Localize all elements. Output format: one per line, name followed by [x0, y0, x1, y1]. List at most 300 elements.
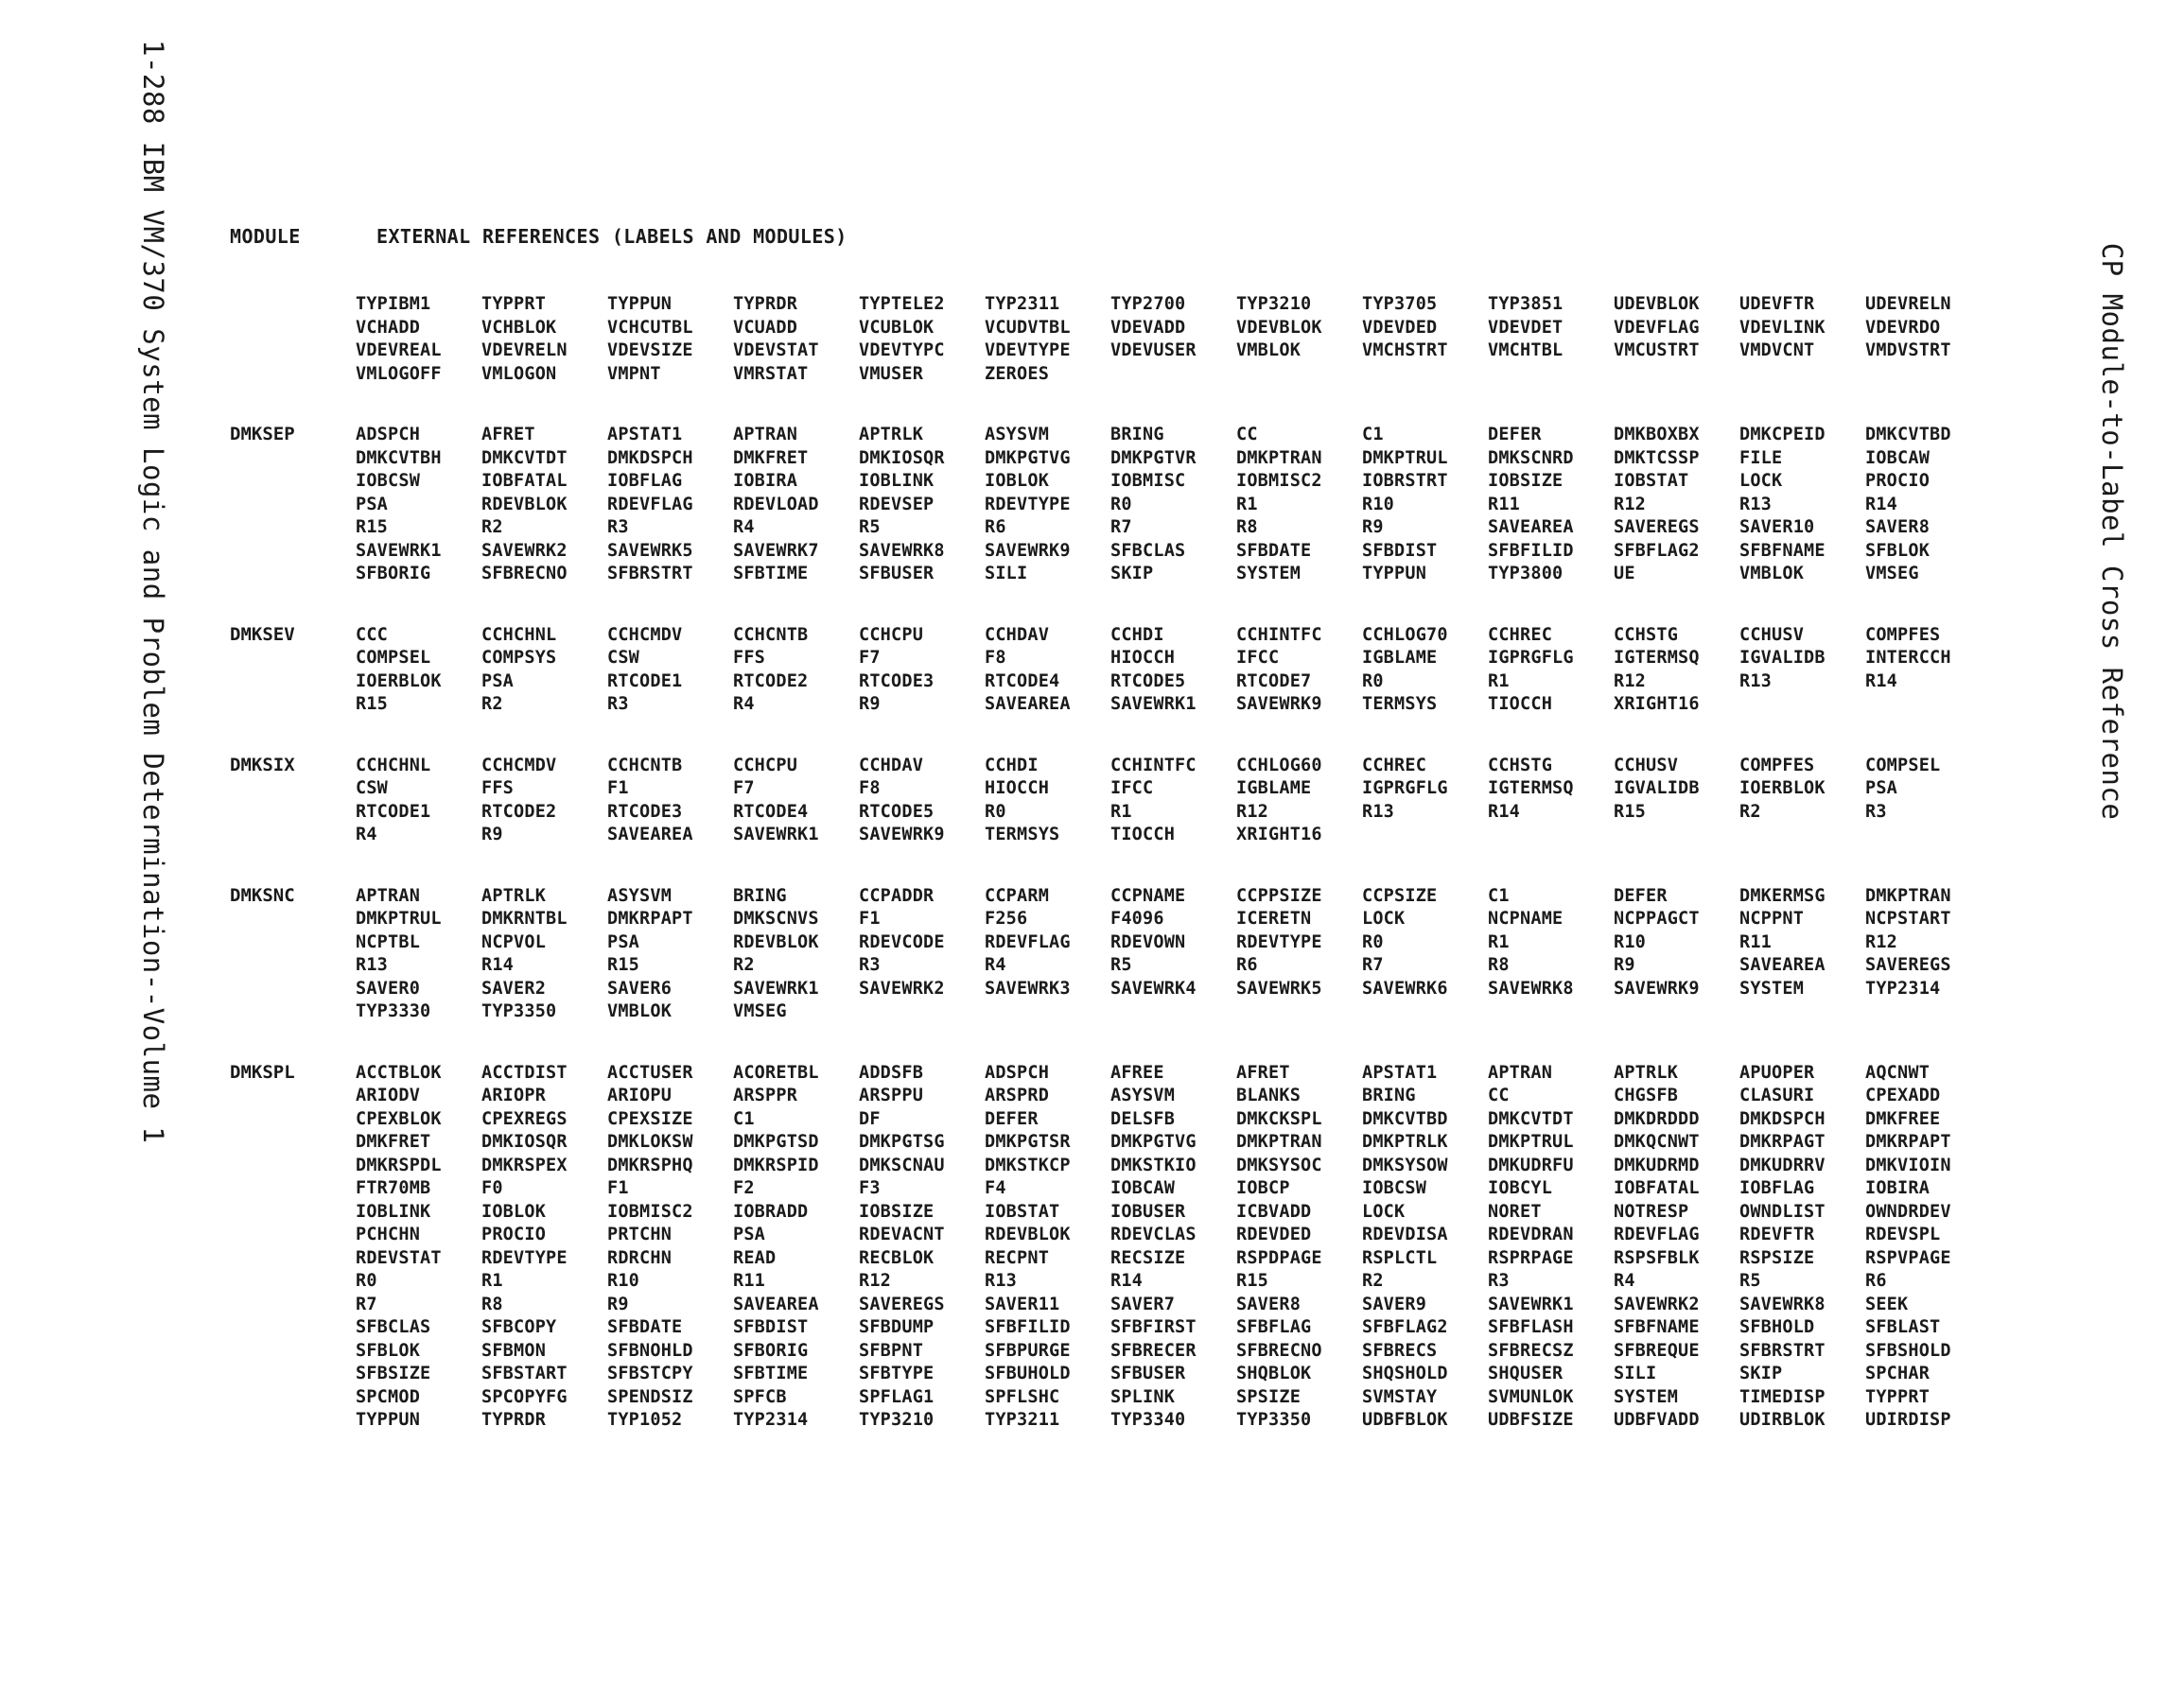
reference-label: SFBCLAS: [1110, 540, 1186, 561]
reference-label: SFBRECNO: [481, 564, 568, 583]
reference-row: [356, 1270, 1999, 1294]
reference-label: SAVEAREA: [607, 825, 693, 844]
reference-label: SAVEAREA: [1739, 955, 1826, 975]
reference-label: IGVALIDB: [1614, 778, 1700, 798]
reference-label: SAVER8: [1865, 517, 1931, 537]
reference-label: RTCODE4: [985, 670, 1060, 691]
reference-row: [356, 1247, 1999, 1271]
reference-row: [356, 755, 1999, 778]
reference-label: DMKSCNRD: [1488, 447, 1574, 468]
reference-label: SFBCLAS: [356, 1317, 431, 1337]
reference-label: SYSTEM: [1614, 1386, 1679, 1407]
reference-label: DMKQCNWT: [1614, 1132, 1700, 1152]
reference-label: RTCODE5: [859, 801, 935, 822]
reference-label: SAVEWRK1: [733, 978, 819, 999]
reference-label: TYP3800: [1488, 564, 1564, 583]
reference-label: F3: [859, 1178, 881, 1198]
reference-label: CHGSFB: [1614, 1086, 1679, 1105]
reference-label: R10: [607, 1271, 640, 1291]
reference-label: RDEVACNT: [859, 1225, 945, 1244]
reference-label: VCHCUTBL: [607, 317, 693, 338]
reference-label: IOBUSER: [1110, 1201, 1186, 1222]
reference-label: RTCODE3: [607, 801, 683, 822]
reference-label: LOCK: [1362, 909, 1406, 929]
reference-label: RTCODE1: [607, 670, 683, 691]
reference-label: IOBRADD: [733, 1201, 809, 1222]
reference-label: RDEVBLOK: [985, 1225, 1071, 1244]
reference-label: BRING: [1110, 425, 1164, 444]
reference-label: DMKCVTDT: [481, 447, 568, 468]
reference-label: IOERBLOK: [356, 670, 442, 691]
reference-label: CCHCHNL: [356, 755, 431, 775]
reference-label: R6: [1865, 1271, 1887, 1291]
reference-label: IGBLAME: [1362, 648, 1438, 668]
reference-label: VCHBLOK: [481, 317, 557, 338]
reference-label: SAVEWRK9: [1236, 694, 1322, 714]
reference-label: IOBCP: [1236, 1178, 1290, 1198]
reference-label: RDEVFLAG: [1614, 1225, 1700, 1244]
reference-row: [356, 1224, 1999, 1247]
reference-label: R0: [356, 1271, 377, 1291]
reference-label: TYP3210: [859, 1410, 935, 1430]
reference-label: SAVEWRK2: [859, 978, 945, 999]
reference-label: IOBSTAT: [985, 1201, 1060, 1222]
reference-label: SFBTIME: [733, 564, 809, 583]
reference-label: TYP3705: [1362, 294, 1438, 314]
reference-label: VMDVSTRT: [1865, 340, 1951, 360]
reference-label: ADSPCH: [356, 425, 421, 444]
reference-label: SFBSIZE: [356, 1364, 431, 1383]
reference-label: DMKSCNAU: [859, 1155, 945, 1175]
reference-label: SFBDATE: [607, 1317, 683, 1337]
module-block: [230, 755, 1999, 847]
reference-label: SKIP: [1110, 564, 1154, 583]
reference-label: READ: [733, 1247, 777, 1268]
reference-label: SFBUHOLD: [985, 1364, 1071, 1383]
reference-label: F0: [481, 1178, 503, 1198]
reference-row: [356, 540, 1999, 564]
reference-label: CCHSTG: [1488, 755, 1553, 775]
reference-label: VMRSTAT: [733, 363, 809, 384]
reference-label: SFBUSER: [1110, 1364, 1186, 1383]
reference-label: SAVEWRK4: [1110, 978, 1197, 999]
reference-label: IOERBLOK: [1739, 778, 1826, 798]
reference-label: SAVEWRK2: [1614, 1294, 1700, 1314]
reference-label: COMPSYS: [481, 648, 557, 668]
reference-label: VDEVSTAT: [733, 340, 819, 360]
reference-label: UDEVRELN: [1865, 294, 1951, 314]
reference-label: C1: [1362, 425, 1384, 444]
reference-label: R10: [1362, 494, 1395, 514]
reference-label: SAVEAREA: [985, 694, 1071, 714]
reference-label: SFBRSTRT: [1739, 1340, 1826, 1361]
reference-label: RDEVCLAS: [1110, 1225, 1197, 1244]
reference-label: RDEVSEP: [859, 494, 935, 514]
reference-row: [356, 1316, 1999, 1340]
reference-label: R4: [1614, 1271, 1635, 1291]
reference-label: DMKTCSSP: [1614, 447, 1700, 468]
reference-label: APSTAT1: [1362, 1062, 1438, 1083]
reference-label: R9: [607, 1294, 629, 1314]
reference-label: F2: [733, 1178, 755, 1198]
reference-label: R8: [1236, 517, 1258, 537]
reference-label: ACCTUSER: [607, 1062, 693, 1083]
reference-label: UDBFVADD: [1614, 1410, 1700, 1430]
reference-label: VDEVTYPC: [859, 340, 945, 360]
reference-label: SAVER0: [356, 978, 421, 999]
reference-label: SFBTYPE: [859, 1364, 935, 1383]
reference-label: SAVER9: [1362, 1294, 1427, 1314]
reference-label: F4: [985, 1178, 1006, 1198]
reference-label: CCHREC: [1488, 624, 1553, 645]
reference-label: RDEVTYPE: [1236, 931, 1322, 952]
reference-row: [356, 1177, 1999, 1201]
reference-label: VMLOGOFF: [356, 363, 442, 384]
reference-label: VMBLOK: [1236, 340, 1302, 360]
reference-label: R1: [1110, 801, 1132, 822]
reference-row: [356, 339, 1999, 363]
reference-row: [356, 954, 1999, 978]
reference-label: SFBFIRST: [1110, 1317, 1197, 1337]
reference-label: ACORETBL: [733, 1062, 819, 1083]
reference-label: ICERETN: [1236, 909, 1312, 929]
reference-label: SHQSHOLD: [1362, 1364, 1448, 1383]
reference-label: SFBDATE: [1236, 540, 1312, 561]
reference-label: DMKRPAGT: [1739, 1132, 1826, 1152]
reference-row: [356, 801, 1999, 825]
reference-label: CCHCNTB: [733, 624, 809, 645]
reference-label: DMKDRDDD: [1614, 1108, 1700, 1129]
reference-label: R13: [1362, 801, 1395, 822]
reference-label: R5: [1110, 955, 1132, 975]
reference-label: DMKRSPID: [733, 1155, 819, 1175]
reference-label: DMKRSPEX: [481, 1155, 568, 1175]
reference-label: DMKPGTVG: [985, 447, 1071, 468]
reference-label: IOBFLAG: [1739, 1178, 1815, 1198]
reference-label: RTCODE1: [356, 801, 431, 822]
reference-label: LOCK: [1362, 1201, 1406, 1222]
reference-label: VDEVSIZE: [607, 340, 693, 360]
reference-row: [356, 1363, 1999, 1386]
reference-label: R13: [1739, 494, 1773, 514]
reference-label: SFBFNAME: [1739, 540, 1826, 561]
module-name: DMKSEP: [230, 424, 295, 444]
reference-label: R4: [356, 825, 377, 844]
reference-label: CCHLOG60: [1236, 755, 1322, 775]
reference-label: VDEVUSER: [1110, 340, 1197, 360]
reference-label: AFRET: [481, 425, 535, 444]
reference-label: SFBPNT: [859, 1340, 924, 1361]
reference-label: HIOCCH: [985, 778, 1050, 798]
reference-label: SFBRSTRT: [607, 564, 693, 583]
module-block: [230, 1062, 1999, 1433]
reference-row: [356, 824, 1999, 847]
reference-label: VMCHTBL: [1488, 340, 1564, 360]
reference-label: CSW: [607, 648, 640, 668]
reference-label: SFBFILID: [1488, 540, 1574, 561]
reference-label: IOBSTAT: [1614, 471, 1689, 491]
reference-label: ZEROES: [985, 363, 1050, 384]
reference-row: [356, 931, 1999, 955]
reference-label: SFBREQUE: [1614, 1340, 1700, 1361]
reference-label: VDEVFLAG: [1614, 317, 1700, 338]
reference-row: [356, 777, 1999, 801]
reference-label: SYSTEM: [1236, 564, 1302, 583]
reference-label: SAVER11: [985, 1294, 1060, 1314]
reference-label: CCHLOG70: [1362, 624, 1448, 645]
reference-label: FFS: [481, 778, 515, 798]
reference-label: CPEXBLOK: [356, 1108, 442, 1129]
reference-label: SVMSTAY: [1362, 1386, 1438, 1407]
reference-label: IOBFLAG: [607, 471, 683, 491]
reference-label: R14: [1110, 1271, 1144, 1291]
reference-label: R12: [1614, 494, 1647, 514]
reference-label: SFBRECER: [1110, 1340, 1197, 1361]
module-name: DMKSEV: [230, 623, 295, 645]
reference-label: DMKPGTSR: [985, 1132, 1071, 1152]
reference-label: RSPSFBLK: [1614, 1247, 1700, 1268]
reference-label: CCPADDR: [859, 885, 935, 906]
reference-label: APUOPER: [1739, 1062, 1815, 1083]
reference-label: SFBTIME: [733, 1364, 809, 1383]
reference-label: CCPNAME: [1110, 885, 1186, 906]
reference-label: R13: [985, 1271, 1018, 1291]
reference-label: CCHUSV: [1739, 624, 1805, 645]
reference-label: RDEVCODE: [859, 931, 945, 952]
reference-label: CCHDAV: [985, 624, 1050, 645]
reference-label: PSA: [1865, 778, 1898, 798]
reference-row: [356, 1386, 1999, 1410]
reference-label: DMKCVTBD: [1362, 1108, 1448, 1129]
reference-label: RDEVSTAT: [356, 1247, 442, 1268]
reference-label: FTR70MB: [356, 1178, 431, 1198]
reference-label: ACCTBLOK: [356, 1062, 442, 1083]
reference-row: [356, 1155, 1999, 1178]
reference-label: RDEVFTR: [1739, 1225, 1815, 1244]
reference-label: SFBPURGE: [985, 1340, 1071, 1361]
reference-label: VMSEG: [733, 1001, 787, 1021]
reference-label: IGBLAME: [1236, 778, 1312, 798]
reference-label: TYP3340: [1110, 1410, 1186, 1430]
reference-label: VDEVADD: [1110, 317, 1186, 338]
reference-label: DMKCVTBD: [1865, 425, 1951, 444]
module-name: DMKSIX: [230, 754, 295, 775]
reference-label: DMKSYSOC: [1236, 1155, 1322, 1175]
reference-label: SAVEAREA: [733, 1294, 819, 1314]
reference-label: SPCOPYFG: [481, 1386, 568, 1407]
reference-label: SPSIZE: [1236, 1386, 1302, 1407]
reference-label: CCHINTFC: [1110, 755, 1197, 775]
reference-label: TYPPUN: [356, 1410, 421, 1430]
reference-row: [356, 1340, 1999, 1364]
reference-label: SFBCOPY: [481, 1317, 557, 1337]
reference-row: [356, 447, 1999, 471]
reference-row: [356, 693, 1999, 717]
reference-label: DEFER: [985, 1108, 1039, 1129]
reference-label: IGVALIDB: [1739, 648, 1826, 668]
reference-row: [356, 1131, 1999, 1155]
reference-label: RDEVBLOK: [733, 931, 819, 952]
reference-label: CC: [1236, 425, 1258, 444]
reference-label: SAVER2: [481, 978, 547, 999]
reference-label: TYP3330: [356, 1001, 431, 1021]
reference-label: RDEVDRAN: [1488, 1225, 1574, 1244]
reference-list: [356, 1062, 1999, 1433]
reference-label: R11: [1488, 494, 1521, 514]
reference-label: IOBLOK: [985, 471, 1050, 491]
page-side-title: 1-288 IBM VM/370 System Logic and Problem Determination--Volume 1: [137, 40, 169, 1144]
reference-label: R0: [1110, 494, 1132, 514]
reference-label: R7: [356, 1294, 377, 1314]
reference-label: TYPIBM1: [356, 294, 431, 314]
reference-label: UDEVFTR: [1739, 294, 1815, 314]
reference-label: VMBLOK: [1739, 564, 1805, 583]
reference-label: SAVEWRK8: [1739, 1294, 1826, 1314]
reference-list: [356, 885, 1999, 1024]
reference-label: XRIGHT16: [1614, 694, 1700, 714]
reference-label: IOBMISC2: [1236, 471, 1322, 491]
reference-label: R11: [1739, 931, 1773, 952]
reference-label: IOBSIZE: [859, 1201, 935, 1222]
reference-label: VMCHSTRT: [1362, 340, 1448, 360]
reference-label: HIOCCH: [1110, 648, 1176, 668]
reference-label: PSA: [356, 494, 389, 514]
reference-row: [356, 908, 1999, 931]
reference-label: TYPRDR: [481, 1410, 547, 1430]
reference-label: R15: [1614, 801, 1647, 822]
reference-label: TYP3851: [1488, 294, 1564, 314]
reference-label: RDEVLOAD: [733, 494, 819, 514]
reference-label: SPFCB: [733, 1386, 787, 1407]
reference-label: RECPNT: [985, 1247, 1050, 1268]
reference-label: DF: [859, 1108, 881, 1129]
reference-label: DMKFRET: [733, 447, 809, 468]
reference-label: CCPARM: [985, 885, 1050, 906]
reference-label: CCHDI: [985, 755, 1039, 775]
reference-label: C1: [1488, 885, 1510, 906]
reference-row: [356, 1062, 1999, 1086]
reference-label: DMKCVTDT: [1488, 1108, 1574, 1129]
reference-label: TYPPRT: [481, 294, 547, 314]
reference-label: RDEVTYPE: [985, 494, 1071, 514]
reference-label: TYP3210: [1236, 294, 1312, 314]
reference-label: RECSIZE: [1110, 1247, 1186, 1268]
reference-label: DEFER: [1614, 885, 1668, 906]
reference-label: NCPPAGCT: [1614, 909, 1700, 929]
reference-label: RTCODE5: [1110, 670, 1186, 691]
reference-label: F4096: [1110, 909, 1164, 929]
reference-label: ACCTDIST: [481, 1062, 568, 1083]
reference-label: SFBSTART: [481, 1364, 568, 1383]
reference-label: DMKUDRRV: [1739, 1155, 1826, 1175]
reference-label: INTERCCH: [1865, 648, 1951, 668]
reference-label: DMKBOXBX: [1614, 425, 1700, 444]
reference-label: SEEK: [1865, 1294, 1909, 1314]
reference-label: IOBFATAL: [481, 471, 568, 491]
reference-label: FFS: [733, 648, 766, 668]
reference-label: UE: [1614, 564, 1635, 583]
reference-label: TIOCCH: [1488, 694, 1553, 714]
column-header-module: MODULE: [230, 225, 301, 248]
reference-list: [356, 624, 1999, 717]
reference-label: PCHCHN: [356, 1225, 421, 1244]
reference-label: SFBHOLD: [1739, 1317, 1815, 1337]
reference-label: SAVER6: [607, 978, 673, 999]
reference-label: R3: [1865, 801, 1887, 822]
reference-label: R8: [1488, 955, 1510, 975]
reference-label: AFRET: [1236, 1062, 1290, 1083]
reference-label: UDBFSIZE: [1488, 1410, 1574, 1430]
reference-label: COMPSEL: [1865, 755, 1941, 775]
reference-label: SFBFLAG: [1236, 1317, 1312, 1337]
reference-label: NCPVOL: [481, 931, 547, 952]
reference-label: PROCIO: [481, 1225, 547, 1244]
reference-label: SILI: [985, 564, 1028, 583]
reference-label: ARSPPR: [733, 1086, 798, 1105]
module-name: DMKSPL: [230, 1061, 295, 1083]
reference-label: CPEXREGS: [481, 1108, 568, 1129]
reference-label: R13: [356, 955, 389, 975]
reference-label: CCHUSV: [1614, 755, 1679, 775]
reference-row: [356, 470, 1999, 494]
reference-label: R2: [1362, 1271, 1384, 1291]
reference-label: IOBLINK: [859, 471, 935, 491]
reference-label: R1: [481, 1271, 503, 1291]
reference-row: [356, 978, 1999, 1001]
reference-label: DMKDSPCH: [607, 447, 693, 468]
reference-label: DMKDSPCH: [1739, 1108, 1826, 1129]
reference-label: APTRLK: [481, 885, 547, 906]
reference-label: SFBMON: [481, 1340, 547, 1361]
reference-label: R5: [859, 517, 881, 537]
reference-label: SAVEWRK3: [985, 978, 1071, 999]
reference-label: F1: [607, 1178, 629, 1198]
reference-label: CCPSIZE: [1362, 885, 1438, 906]
reference-label: RDEVDED: [1236, 1225, 1312, 1244]
reference-label: R10: [1614, 931, 1647, 952]
reference-label: TYP2314: [1865, 978, 1941, 999]
reference-label: SPLINK: [1110, 1386, 1176, 1407]
reference-label: CCHREC: [1362, 755, 1427, 775]
reference-label: UDIRBLOK: [1739, 1410, 1826, 1430]
reference-row: [356, 1294, 1999, 1317]
reference-label: DMKRPAPT: [1865, 1132, 1951, 1152]
reference-label: VDEVDET: [1488, 317, 1564, 338]
reference-label: RDEVOWN: [1110, 931, 1186, 952]
reference-label: RECBLOK: [859, 1247, 935, 1268]
reference-label: VDEVREAL: [356, 340, 442, 360]
reference-label: DMKPTRAN: [1236, 1132, 1322, 1152]
reference-label: IGPRGFLG: [1488, 648, 1574, 668]
reference-label: BRING: [733, 885, 787, 906]
reference-label: CCHINTFC: [1236, 624, 1322, 645]
reference-label: TYP3350: [1236, 1410, 1312, 1430]
reference-label: IOBCSW: [1362, 1178, 1427, 1198]
reference-label: SAVER10: [1739, 517, 1815, 537]
reference-label: ARIOPU: [607, 1086, 673, 1105]
reference-label: R15: [607, 955, 640, 975]
reference-label: APTRLK: [1614, 1062, 1679, 1083]
reference-label: TYP2311: [985, 294, 1060, 314]
reference-label: R8: [481, 1294, 503, 1314]
reference-label: CCHCMDV: [481, 755, 557, 775]
reference-label: DMKCVTBH: [356, 447, 442, 468]
reference-label: DELSFB: [1110, 1108, 1176, 1129]
reference-label: DMKUDRFU: [1488, 1155, 1574, 1175]
reference-label: SAVEAREA: [1488, 517, 1574, 537]
reference-label: IGTERMSQ: [1488, 778, 1574, 798]
reference-label: NCPSTART: [1865, 909, 1951, 929]
